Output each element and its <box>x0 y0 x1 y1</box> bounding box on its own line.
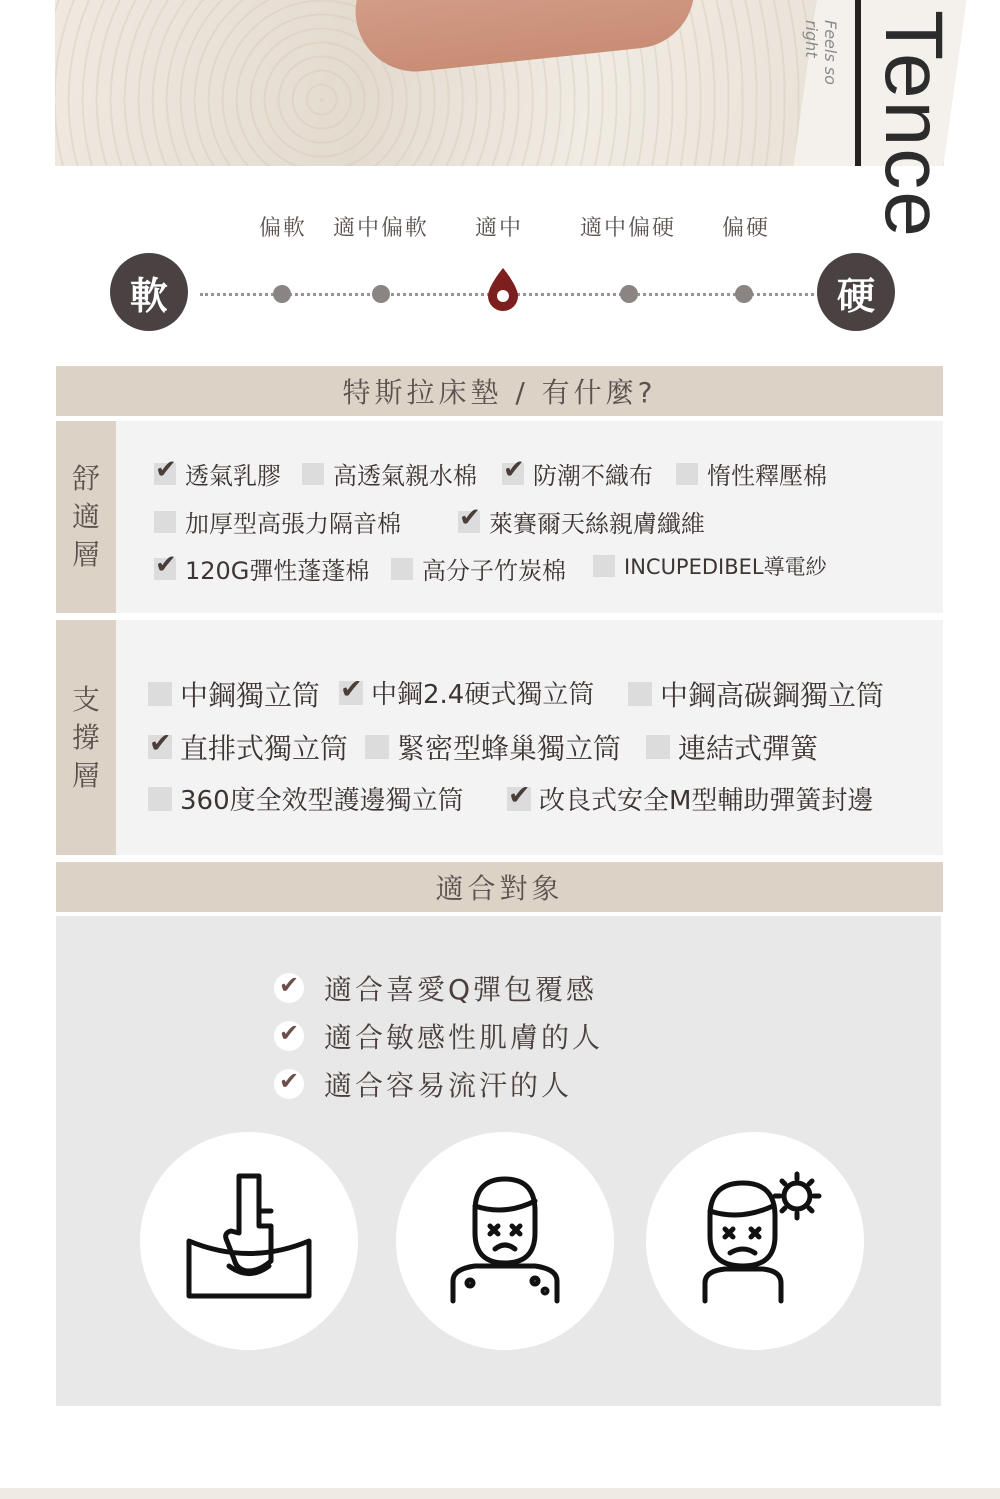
support-option <box>507 780 873 817</box>
support-option <box>148 674 320 714</box>
comfort-option <box>593 551 827 581</box>
option-label: 惰性釋壓棉 <box>707 462 827 490</box>
firmness-dot <box>735 285 753 303</box>
checkbox-empty-icon <box>148 682 172 706</box>
itchy-skin-person-icon <box>396 1132 614 1350</box>
comfort-option <box>458 504 705 539</box>
finger-press-mattress-icon <box>140 1132 358 1350</box>
option-label: 防潮不織布 <box>533 462 653 490</box>
option-label: 加厚型高張力隔音棉 <box>185 510 401 538</box>
firmness-level-label: 偏硬 <box>722 216 771 241</box>
support-option <box>365 727 621 767</box>
checkbox-empty-icon <box>154 511 176 533</box>
footer-bar <box>0 1488 1000 1499</box>
suitable-title: 適合對象 <box>435 872 564 905</box>
comfort-option <box>154 504 401 539</box>
support-option <box>339 674 594 711</box>
firmness-level-label: 適中偏硬 <box>580 216 677 241</box>
comfort-label-char: 層 <box>71 538 100 571</box>
checkbox-empty-icon <box>676 463 698 485</box>
checkbox-checked-icon <box>148 735 172 759</box>
suitable-item <box>274 1016 603 1056</box>
support-layer-label <box>56 620 116 855</box>
option-label: 中鋼2.4硬式獨立筒 <box>371 680 595 710</box>
checkbox-empty-icon <box>391 558 413 580</box>
check-circle-icon <box>274 973 304 1003</box>
checkbox-empty-icon <box>148 787 172 811</box>
comfort-option <box>391 551 566 586</box>
check-circle-icon <box>274 1069 304 1099</box>
comfort-option <box>154 456 281 491</box>
option-label: 高透氣親水棉 <box>333 462 477 490</box>
comfort-label-char: 適 <box>71 500 100 533</box>
checkbox-empty-icon <box>646 735 670 759</box>
selected-drop-icon <box>484 266 522 312</box>
option-label: 緊密型蜂巢獨立筒 <box>397 732 622 765</box>
suitable-item <box>274 1064 572 1104</box>
option-label: 連結式彈簧 <box>678 732 819 765</box>
comfort-label-char: 舒 <box>71 462 100 495</box>
option-label: 中鋼獨立筒 <box>180 679 321 712</box>
option-label: 高分子竹炭棉 <box>422 557 566 585</box>
option-label: 360度全效型護邊獨立筒 <box>180 786 464 816</box>
comfort-option <box>154 551 369 586</box>
label-stripe <box>855 0 861 166</box>
checkbox-checked-icon <box>502 463 524 485</box>
support-label-char: 層 <box>71 758 100 792</box>
option-label: 透氣乳膠 <box>185 462 281 490</box>
check-circle-icon <box>274 1021 304 1051</box>
suitable-item-label: 適合喜愛Q彈包覆感 <box>324 973 598 1006</box>
comfort-layer-label <box>56 421 116 613</box>
option-label: INCUPEDIBEL導電紗 <box>624 555 827 579</box>
hard-end-circle: 硬 <box>817 253 895 331</box>
checkbox-empty-icon <box>365 735 389 759</box>
suitable-title-band <box>56 862 943 912</box>
support-option <box>148 780 464 817</box>
comfort-option <box>302 456 477 491</box>
support-label-char: 撐 <box>71 720 100 754</box>
brand-logo-text: Tence <box>868 10 959 239</box>
brand-tagline: Feels so right <box>802 20 840 85</box>
firmness-dot <box>273 285 291 303</box>
support-option <box>646 727 818 767</box>
checkbox-checked-icon <box>154 558 176 580</box>
checkbox-checked-icon <box>154 463 176 485</box>
suitable-item <box>274 968 597 1008</box>
firmness-level-label-selected: 適中 <box>475 216 524 241</box>
layers-title: 特斯拉床墊 / 有什麼? <box>342 376 657 409</box>
firmness-level-label: 適中偏軟 <box>333 216 430 241</box>
option-label: 中鋼高碳鋼獨立筒 <box>660 679 885 712</box>
support-option <box>628 674 884 714</box>
soft-end-circle: 軟 <box>110 253 188 331</box>
firmness-level-label: 偏軟 <box>259 216 308 241</box>
layers-title-band <box>56 366 943 416</box>
option-label: 萊賽爾天絲親膚纖維 <box>489 510 705 538</box>
sweating-person-sun-icon <box>646 1132 864 1350</box>
comfort-option <box>676 456 827 491</box>
option-label: 改良式安全M型輔助彈簧封邊 <box>539 786 874 816</box>
suitable-item-label: 適合容易流汗的人 <box>324 1069 573 1102</box>
checkbox-checked-icon <box>458 511 480 533</box>
suitable-item-label: 適合敏感性肌膚的人 <box>324 1021 604 1054</box>
checkbox-checked-icon <box>339 681 363 705</box>
comfort-option <box>502 456 653 491</box>
checkbox-empty-icon <box>593 555 615 577</box>
checkbox-empty-icon <box>302 463 324 485</box>
option-label: 直排式獨立筒 <box>180 732 349 765</box>
firmness-dot <box>372 285 390 303</box>
firmness-dot <box>620 285 638 303</box>
option-label: 120G彈性蓬蓬棉 <box>185 557 370 585</box>
checkbox-checked-icon <box>507 787 531 811</box>
checkbox-empty-icon <box>628 682 652 706</box>
support-option <box>148 727 348 767</box>
support-label-char: 支 <box>71 682 100 716</box>
